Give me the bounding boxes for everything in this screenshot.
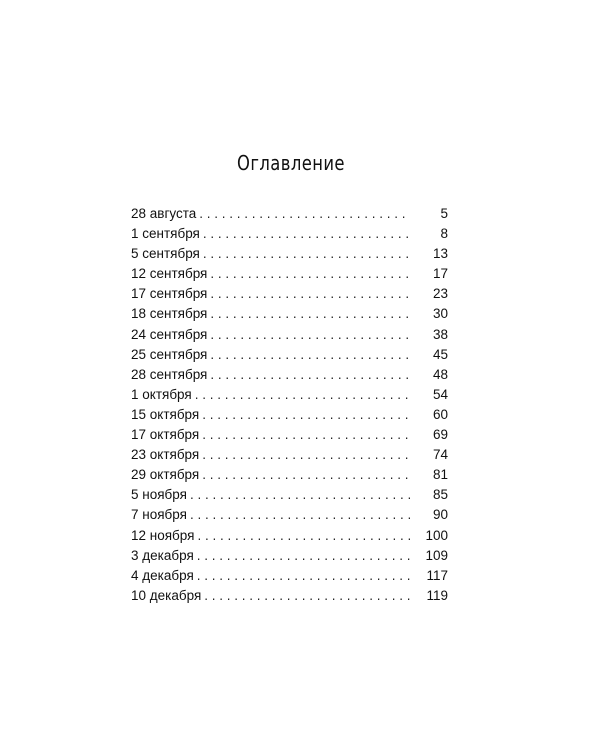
toc-entry[interactable] xyxy=(131,485,448,505)
toc-entry-date: 17 октября xyxy=(131,427,200,443)
toc-entry[interactable] xyxy=(131,385,448,405)
toc-leader-dots xyxy=(199,204,410,224)
toc-entry-page-number: 109 xyxy=(425,547,448,563)
table-of-contents xyxy=(131,204,448,606)
toc-entry-date: 17 сентября xyxy=(131,286,208,302)
toc-entry-date: 29 октября xyxy=(131,467,200,483)
toc-leader-dots xyxy=(202,425,410,445)
toc-entry[interactable] xyxy=(131,204,448,224)
toc-entry[interactable] xyxy=(131,365,448,385)
toc-entry[interactable] xyxy=(131,325,448,345)
toc-leader-dots xyxy=(202,465,410,485)
toc-entry-date: 12 сентября xyxy=(131,266,208,282)
toc-leader-dots xyxy=(210,325,410,345)
toc-entry[interactable] xyxy=(131,345,448,365)
toc-leader-dots xyxy=(202,445,410,465)
toc-entry-page-number: 119 xyxy=(426,587,448,603)
toc-entry[interactable] xyxy=(131,284,448,304)
toc-entry[interactable] xyxy=(131,465,448,485)
toc-leader-dots xyxy=(203,244,410,264)
toc-leader-dots xyxy=(210,345,410,365)
toc-leader-dots xyxy=(197,526,410,546)
toc-entry[interactable] xyxy=(131,526,448,546)
toc-entry-page-number: 54 xyxy=(432,386,448,402)
toc-entry-page-number: 69 xyxy=(432,427,448,443)
toc-entry-page-number: 48 xyxy=(432,366,448,382)
toc-entry[interactable] xyxy=(131,445,448,465)
toc-entry-page-number: 74 xyxy=(432,447,448,463)
toc-entry[interactable] xyxy=(131,304,448,324)
toc-entry[interactable] xyxy=(131,224,448,244)
toc-leader-dots xyxy=(210,284,410,304)
toc-entry-page-number: 30 xyxy=(432,306,448,322)
page-title: Оглавление xyxy=(237,151,345,175)
toc-entry-page-number: 85 xyxy=(432,487,448,503)
toc-entry-page-number: 81 xyxy=(432,467,448,483)
toc-leader-dots xyxy=(210,264,410,284)
toc-leader-dots xyxy=(202,405,410,425)
toc-entry-date: 23 октября xyxy=(131,447,200,463)
toc-entry[interactable] xyxy=(131,244,448,264)
toc-entry-date: 15 октября xyxy=(131,406,200,422)
toc-leader-dots xyxy=(190,505,410,525)
toc-entry-page-number: 17 xyxy=(432,266,448,282)
toc-entry-date: 18 сентября xyxy=(131,306,208,322)
toc-entry-date: 5 ноября xyxy=(131,487,187,503)
toc-entry-date: 7 ноября xyxy=(131,507,187,523)
toc-entry-date: 3 декабря xyxy=(131,547,194,563)
toc-entry-page-number: 5 xyxy=(440,206,448,221)
toc-entry[interactable] xyxy=(131,425,448,445)
toc-entry[interactable] xyxy=(131,264,448,284)
toc-leader-dots xyxy=(204,586,410,606)
toc-entry-page-number: 60 xyxy=(432,406,448,422)
toc-entry-page-number: 13 xyxy=(432,246,448,262)
toc-leader-dots xyxy=(197,546,410,566)
toc-entry-date: 10 декабря xyxy=(131,587,202,603)
toc-leader-dots xyxy=(210,365,410,385)
toc-entry-date: 1 октября xyxy=(131,386,192,402)
toc-entry-page-number: 45 xyxy=(432,346,448,362)
toc-entry-page-number: 90 xyxy=(432,507,448,523)
toc-entry-page-number: 117 xyxy=(426,567,448,583)
toc-entry-date: 12 ноября xyxy=(131,527,195,543)
toc-entry-page-number: 38 xyxy=(432,326,448,342)
toc-entry[interactable] xyxy=(131,586,448,606)
toc-entry-date: 28 августа xyxy=(131,206,197,221)
toc-leader-dots xyxy=(197,566,410,586)
toc-entry-page-number: 23 xyxy=(432,286,448,302)
toc-entry-date: 1 сентября xyxy=(131,226,200,242)
toc-leader-dots xyxy=(203,224,410,244)
toc-entry[interactable] xyxy=(131,505,448,525)
toc-entry-date: 4 декабря xyxy=(131,567,194,583)
toc-entry-date: 25 сентября xyxy=(131,346,208,362)
toc-entry-date: 24 сентября xyxy=(131,326,208,342)
toc-entry[interactable] xyxy=(131,405,448,425)
toc-leader-dots xyxy=(190,485,410,505)
toc-entry-page-number: 8 xyxy=(440,226,448,242)
toc-entry-date: 5 сентября xyxy=(131,246,200,262)
toc-entry-page-number: 100 xyxy=(425,527,448,543)
toc-entry[interactable] xyxy=(131,566,448,586)
toc-entry-date: 28 сентября xyxy=(131,366,208,382)
toc-entry[interactable] xyxy=(131,546,448,566)
toc-leader-dots xyxy=(195,385,410,405)
toc-leader-dots xyxy=(210,304,410,324)
